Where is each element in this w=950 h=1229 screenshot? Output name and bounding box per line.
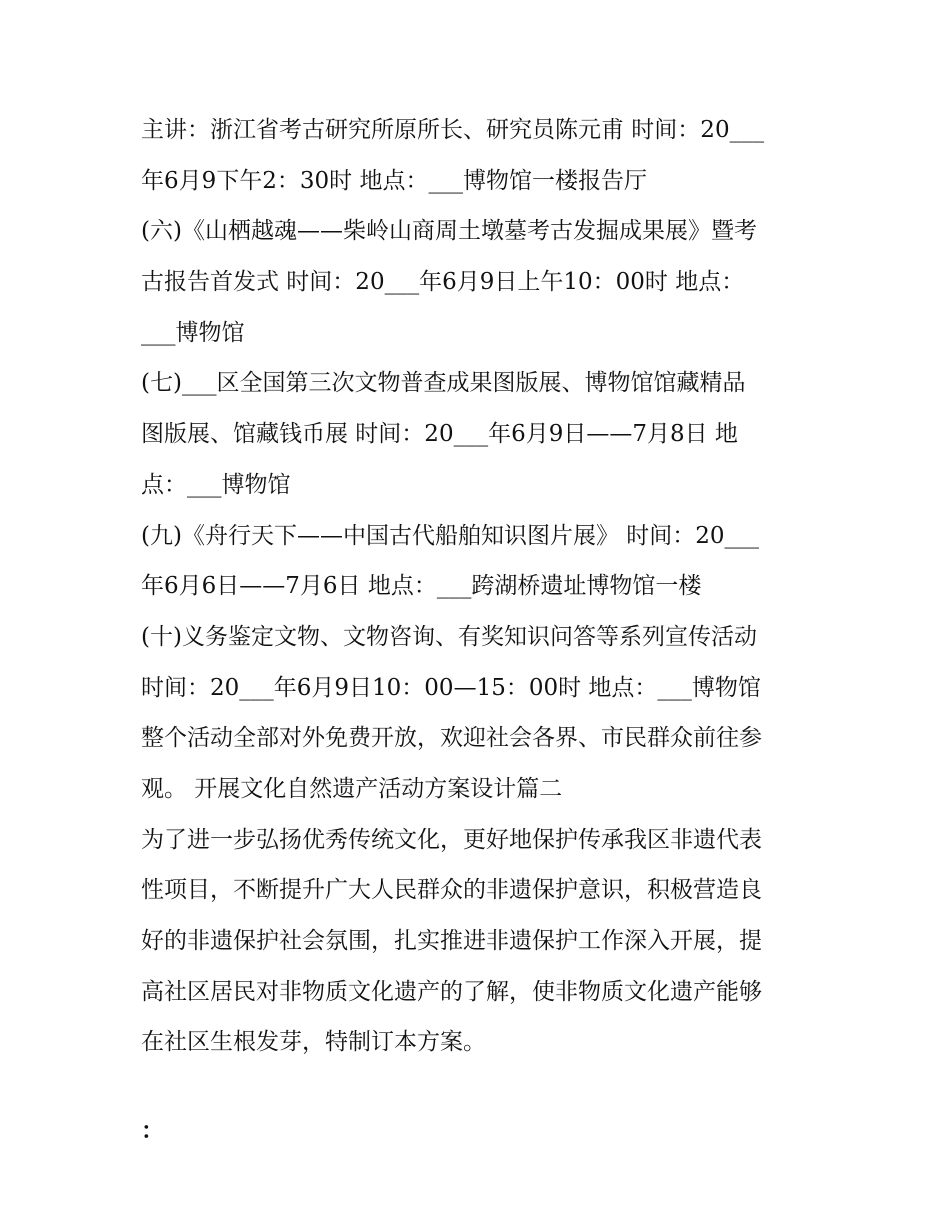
- text-line: 性项目，不断提升广大人民群众的非遗保护意识，积极营造良: [141, 877, 762, 904]
- text-line: ___博物馆: [141, 319, 245, 346]
- text-line: 高社区居民对非物质文化遗产的了解，使非物质文化遗产能够: [141, 978, 762, 1005]
- text-line: 为了进一步弘扬优秀传统文化，更好地保护传承我区非遗代表: [141, 826, 762, 853]
- text-line: 主讲：浙江省考古研究所原所长、研究员陈元甫 时间：20___: [141, 117, 765, 143]
- text-line: (七)___区全国第三次文物普查成果图版展、博物馆馆藏精品: [141, 370, 746, 397]
- text-line: (十)义务鉴定文物、文物咨询、有奖知识问答等系列宣传活动: [141, 623, 757, 650]
- text-line: (六)《山栖越魂——柴岭山商周土墩墓考古发掘成果展》暨考: [141, 218, 757, 245]
- text-line: (九)《舟行天下——中国古代船舶知识图片展》 时间：20___: [141, 522, 760, 549]
- text-line: 点：___博物馆: [141, 471, 291, 498]
- document-body: [141, 105, 821, 1157]
- text-line: 时间：20___年6月9日10：00—15：00时 地点：___博物馆: [141, 674, 761, 701]
- text-line: 在社区生根发芽，特制订本方案。: [141, 1029, 486, 1056]
- paragraph-gap: [141, 1068, 821, 1106]
- text-line: 年6月6日——7月6日 地点：___跨湖桥遗址博物馆一楼: [141, 573, 702, 600]
- text-line: 整个活动全部对外免费开放，欢迎社会各界、市民群众前往参: [141, 725, 762, 752]
- text-line: 古报告首发式 时间：20___年6月9日上午10：00时 地点：: [141, 269, 745, 296]
- text-line: 好的非遗保护社会氛围，扎实推进非遗保护工作深入开展，提: [141, 928, 762, 954]
- trailing-colon: ：: [141, 1117, 164, 1145]
- text-line: 年6月9下午2：30时 地点：___博物馆一楼报告厅: [141, 167, 647, 194]
- text-line: 观。 开展文化自然遗产活动方案设计篇二: [141, 775, 563, 802]
- text-line: 图版展、馆藏钱币展 时间：20___年6月9日——7月8日 地: [141, 421, 738, 448]
